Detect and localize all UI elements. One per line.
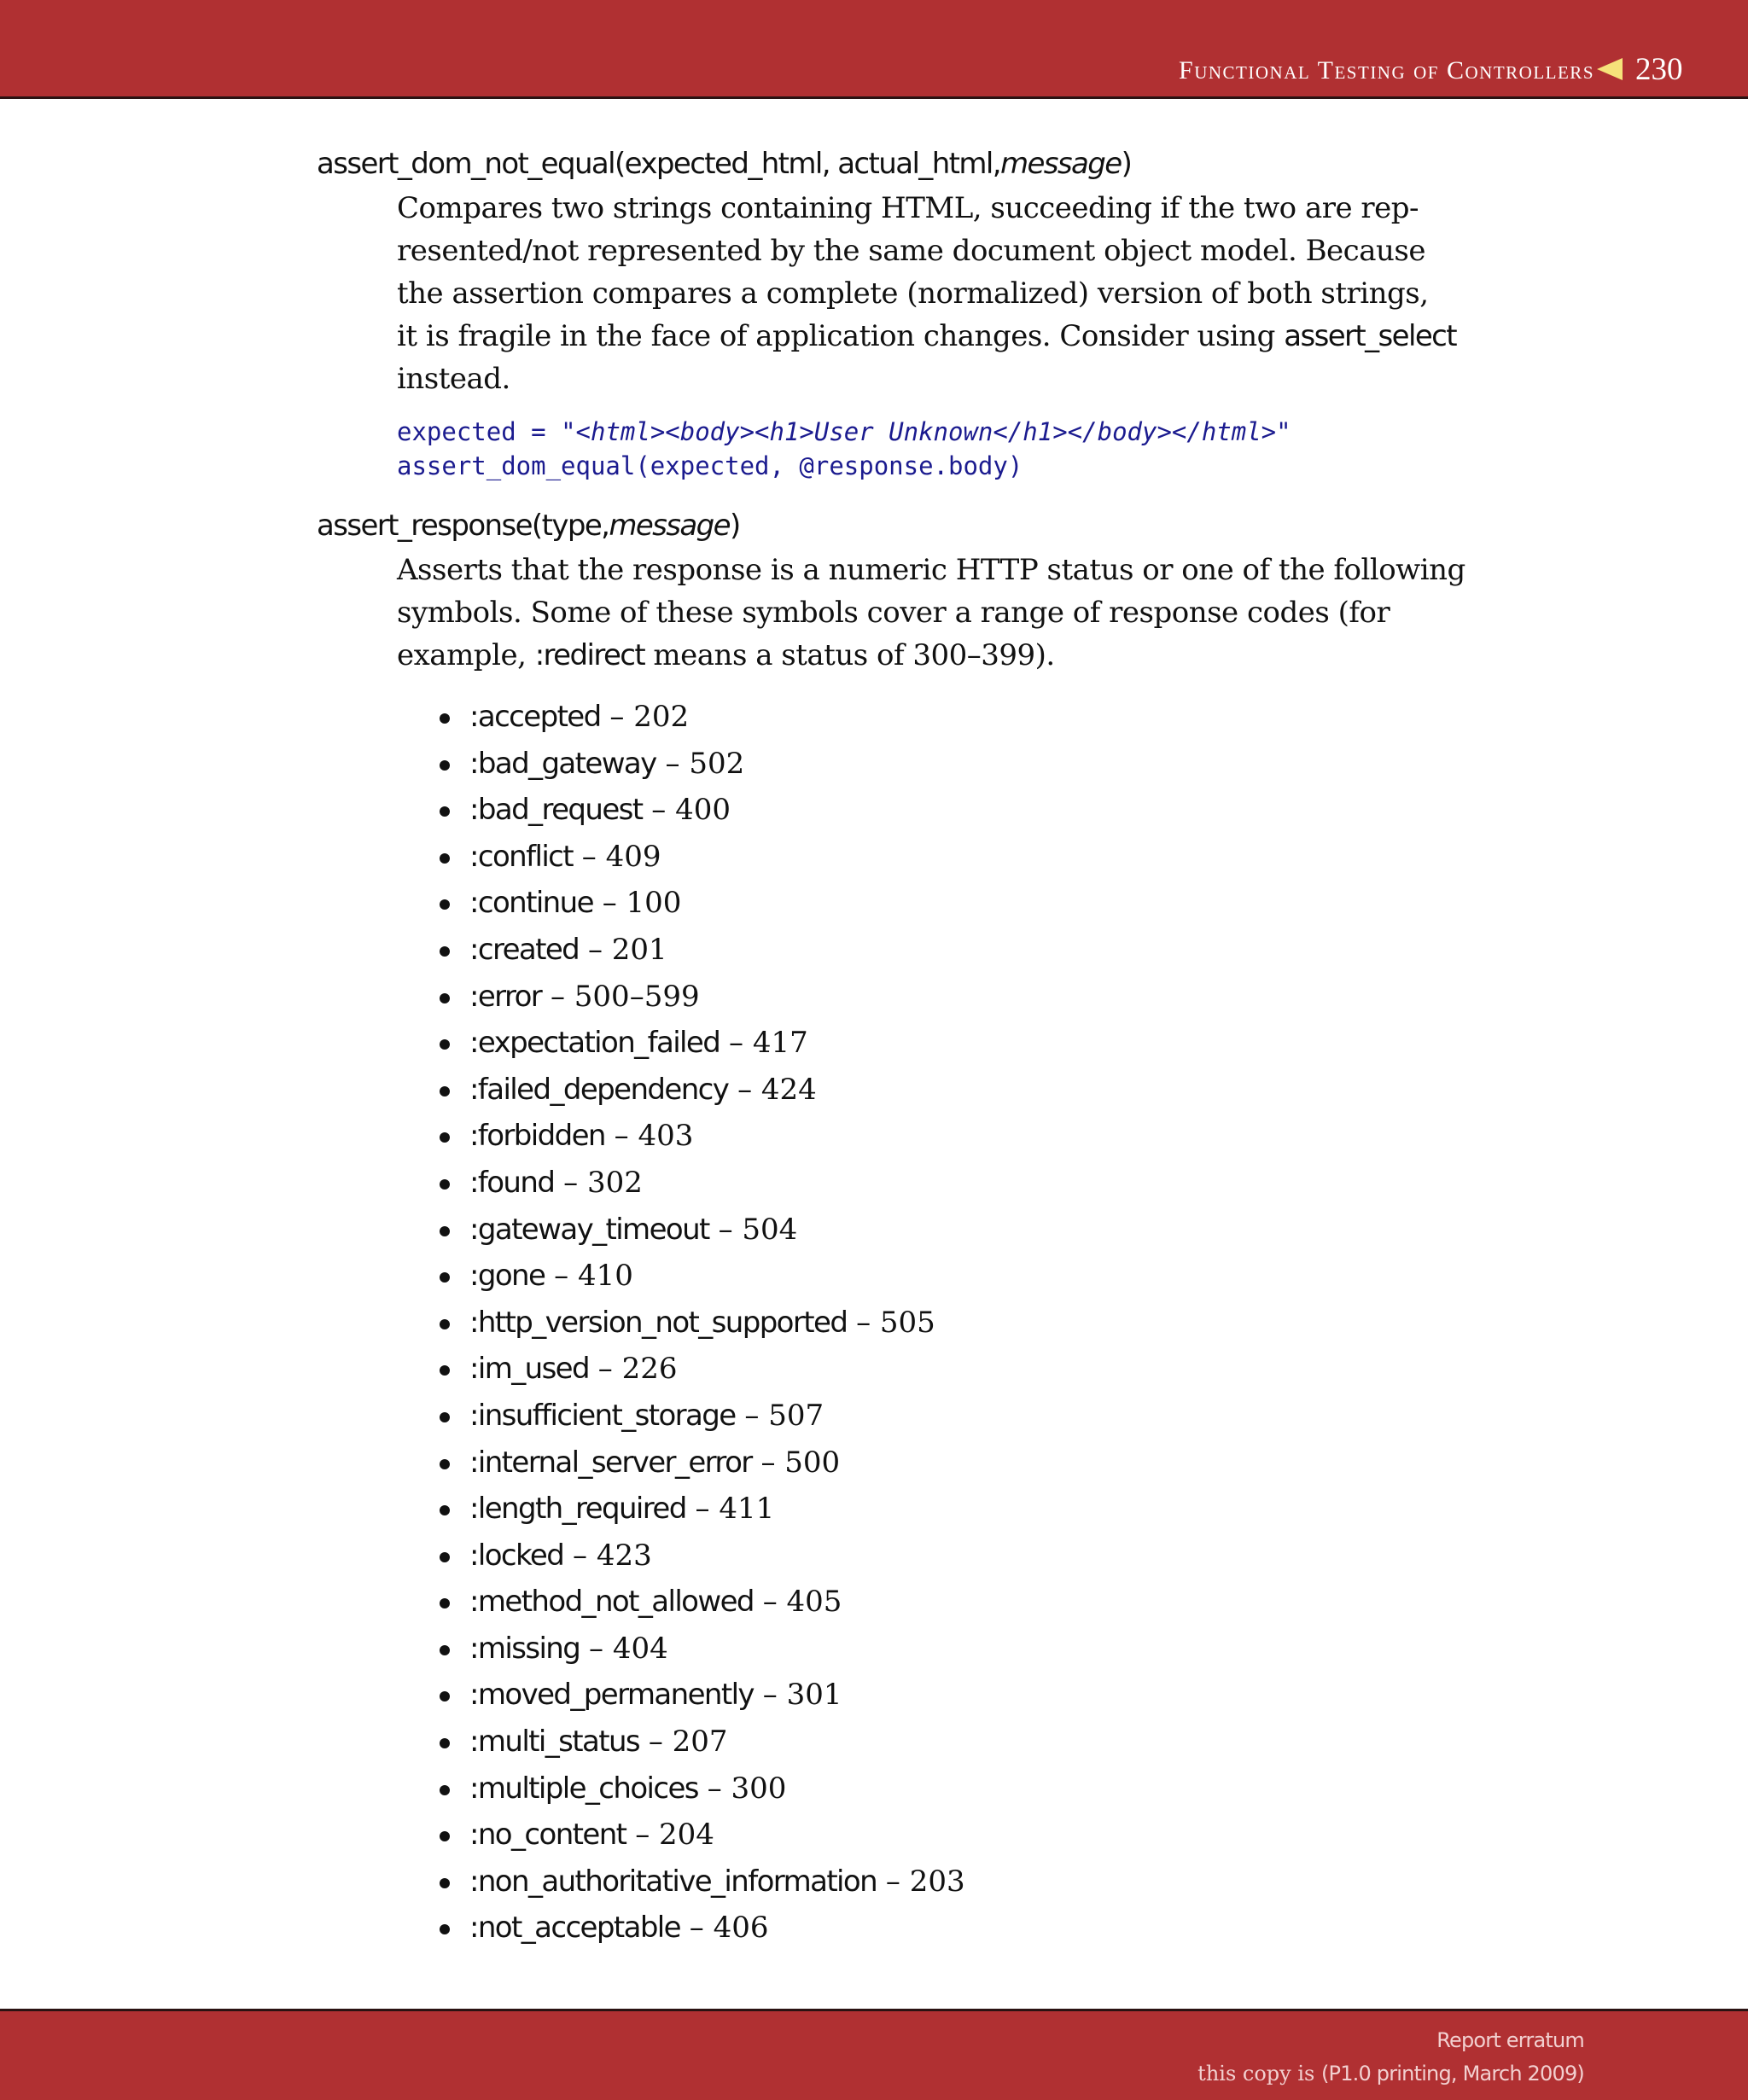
list-item: :missing – 404 (435, 1626, 965, 1672)
status-code: 300 (731, 1771, 787, 1806)
status-code: 410 (577, 1259, 633, 1294)
list-item: :accepted – 202 (435, 694, 965, 741)
status-code: 409 (605, 839, 661, 874)
status-symbol: :multiple_choices (469, 1771, 698, 1806)
bullet-icon (440, 1086, 450, 1097)
code-example (397, 415, 1291, 483)
list-item: :moved_permanently – 301 (435, 1672, 965, 1719)
inline-code: :redirect (534, 638, 645, 672)
bullet-icon (440, 853, 450, 864)
description-line: symbols. Some of these symbols cover a range of response codes (for (397, 596, 1390, 630)
code-text: expected = (397, 417, 562, 446)
copy-prefix: this copy is (1197, 2062, 1321, 2085)
list-item: :gone – 410 (435, 1253, 965, 1300)
status-code: 502 (689, 746, 745, 781)
bullet-icon (440, 1365, 450, 1376)
bullet-icon (440, 1412, 450, 1422)
status-symbol: :im_used (469, 1352, 589, 1387)
status-symbol: :created (469, 932, 580, 967)
signature-end: ) (729, 509, 740, 543)
bullet-icon (440, 899, 450, 910)
printing-info: (P1.0 printing, March 2009) (1320, 2062, 1584, 2085)
status-code: 423 (596, 1538, 652, 1573)
bullet-icon (440, 1319, 450, 1329)
signature-text: assert_dom_not_equal(expected_html, actual_html, (317, 147, 1000, 181)
status-symbol: :method_not_allowed (469, 1585, 754, 1620)
status-code: 505 (879, 1305, 935, 1340)
signature-text: assert_response(type, (317, 509, 609, 543)
method-description (397, 187, 1481, 400)
status-code: 301 (786, 1678, 842, 1713)
list-item: :continue – 100 (435, 880, 965, 927)
list-item: :error – 500–599 (435, 974, 965, 1021)
list-item: :internal_server_error – 500 (435, 1440, 965, 1486)
status-code: 424 (760, 1072, 817, 1107)
bullet-icon (440, 946, 450, 957)
status-code: 302 (586, 1165, 643, 1200)
status-symbol: :forbidden (469, 1119, 605, 1154)
list-item: :conflict – 409 (435, 834, 965, 881)
description-line: resented/not represented by the same document object model. Because (397, 234, 1425, 268)
copy-info (1197, 2062, 1584, 2085)
bullet-icon (440, 1132, 450, 1143)
status-code: 406 (713, 1911, 769, 1946)
page-header (0, 0, 1748, 99)
bullet-icon (440, 1226, 450, 1236)
bullet-icon (440, 713, 450, 724)
bullet-icon (440, 1552, 450, 1562)
list-item: :failed_dependency – 424 (435, 1067, 965, 1114)
bullet-icon (440, 1924, 450, 1934)
list-item: :insufficient_storage – 507 (435, 1393, 965, 1440)
report-erratum-link[interactable]: Report erratum (1436, 2028, 1584, 2052)
status-code: 100 (626, 886, 682, 921)
list-item: :multi_status – 207 (435, 1719, 965, 1766)
status-symbol: :failed_dependency (469, 1072, 729, 1107)
status-symbol: :bad_request (469, 793, 643, 828)
description-text: example, (397, 638, 535, 672)
bullet-icon (440, 1831, 450, 1841)
bullet-icon (440, 1691, 450, 1702)
bullet-icon (440, 806, 450, 817)
status-symbol: :gateway_timeout (469, 1212, 709, 1247)
list-item: :no_content – 204 (435, 1812, 965, 1859)
status-code: 417 (752, 1026, 808, 1061)
status-symbol: :moved_permanently (469, 1678, 754, 1713)
status-code: 403 (638, 1119, 694, 1154)
signature-end: ) (1121, 147, 1132, 181)
status-code-list (435, 694, 965, 1952)
status-symbol: :multi_status (469, 1725, 640, 1760)
bullet-icon (440, 1645, 450, 1655)
description-text: means a status of 300–399). (644, 638, 1055, 672)
method-signature (317, 147, 1131, 181)
bullet-icon (440, 1505, 450, 1515)
status-code: 411 (719, 1492, 775, 1527)
status-code: 405 (786, 1585, 842, 1620)
status-symbol: :not_acceptable (469, 1911, 680, 1946)
chapter-title: Functional Testing of Controllers (1179, 56, 1594, 84)
status-symbol: :gone (469, 1259, 545, 1294)
bullet-icon (440, 1039, 450, 1050)
code-line: assert_dom_equal(expected, @response.body) (397, 451, 1023, 480)
list-item: :created – 201 (435, 927, 965, 974)
status-symbol: :bad_gateway (469, 746, 656, 781)
status-symbol: :insufficient_storage (469, 1398, 736, 1433)
page-footer (0, 2009, 1748, 2100)
status-symbol: :conflict (469, 839, 573, 874)
code-string: "<html><body><h1>User Unknown</h1></body></html>" (561, 417, 1291, 446)
list-item: :http_version_not_supported – 505 (435, 1300, 965, 1347)
signature-param-italic: message (999, 147, 1122, 181)
status-symbol: :error (469, 979, 542, 1014)
list-item: :im_used – 226 (435, 1346, 965, 1393)
description-line: instead. (397, 362, 510, 396)
status-code: 204 (659, 1818, 714, 1853)
status-symbol: :accepted (469, 700, 601, 734)
status-symbol: :length_required (469, 1492, 686, 1527)
list-item: :length_required – 411 (435, 1486, 965, 1533)
method-description (397, 549, 1481, 677)
signature-param-italic: message (609, 509, 730, 543)
bullet-icon (440, 1272, 450, 1283)
list-item: :expectation_failed – 417 (435, 1020, 965, 1067)
status-symbol: :locked (469, 1538, 564, 1573)
bullet-icon (440, 1785, 450, 1795)
status-code: 201 (611, 932, 667, 967)
list-item: :multiple_choices – 300 (435, 1766, 965, 1812)
list-item: :bad_request – 400 (435, 787, 965, 834)
status-code: 203 (909, 1864, 965, 1899)
status-symbol: :found (469, 1165, 555, 1200)
status-code: 226 (621, 1352, 678, 1387)
status-code: 400 (675, 793, 731, 828)
description-line: Asserts that the response is a numeric HTTP status or one of the following (397, 553, 1465, 587)
previous-page-arrow-icon[interactable] (1597, 58, 1623, 80)
status-code: 207 (672, 1725, 728, 1760)
bullet-icon (440, 1878, 450, 1888)
description-line: the assertion compares a complete (normalized) version of both strings, (397, 276, 1429, 311)
bullet-icon (440, 1738, 450, 1748)
description-text: it is fragile in the face of application changes. Consider using (397, 319, 1285, 353)
status-code: 404 (612, 1631, 668, 1666)
inline-code: assert_select (1284, 319, 1456, 353)
status-code: 504 (742, 1212, 798, 1247)
status-symbol: :non_authoritative_information (469, 1864, 877, 1899)
bullet-icon (440, 1179, 450, 1190)
status-symbol: :internal_server_error (469, 1445, 752, 1480)
list-item: :non_authoritative_information – 203 (435, 1859, 965, 1905)
bullet-icon (440, 1598, 450, 1608)
status-symbol: :missing (469, 1631, 580, 1666)
bullet-icon (440, 760, 450, 771)
status-symbol: :http_version_not_supported (469, 1305, 848, 1340)
status-symbol: :no_content (469, 1818, 626, 1853)
list-item: :locked – 423 (435, 1533, 965, 1579)
bullet-icon (440, 1459, 450, 1469)
description-line (397, 315, 1481, 358)
list-item: :not_acceptable – 406 (435, 1905, 965, 1952)
list-item: :found – 302 (435, 1160, 965, 1207)
list-item: :method_not_allowed – 405 (435, 1579, 965, 1626)
description-line (397, 634, 1481, 677)
list-item: :bad_gateway – 502 (435, 741, 965, 788)
bullet-icon (440, 993, 450, 1003)
status-code: 500–599 (574, 979, 700, 1014)
status-symbol: :continue (469, 886, 593, 921)
list-item: :forbidden – 403 (435, 1113, 965, 1160)
code-line (397, 415, 1291, 449)
status-code: 202 (633, 700, 690, 734)
status-code: 500 (784, 1445, 841, 1480)
status-code: 507 (768, 1398, 824, 1433)
description-line: Compares two strings containing HTML, succeeding if the two are rep- (397, 191, 1419, 225)
status-symbol: :expectation_failed (469, 1026, 720, 1061)
page-number: 230 (1635, 52, 1683, 87)
list-item: :gateway_timeout – 504 (435, 1207, 965, 1254)
method-signature (317, 509, 740, 543)
